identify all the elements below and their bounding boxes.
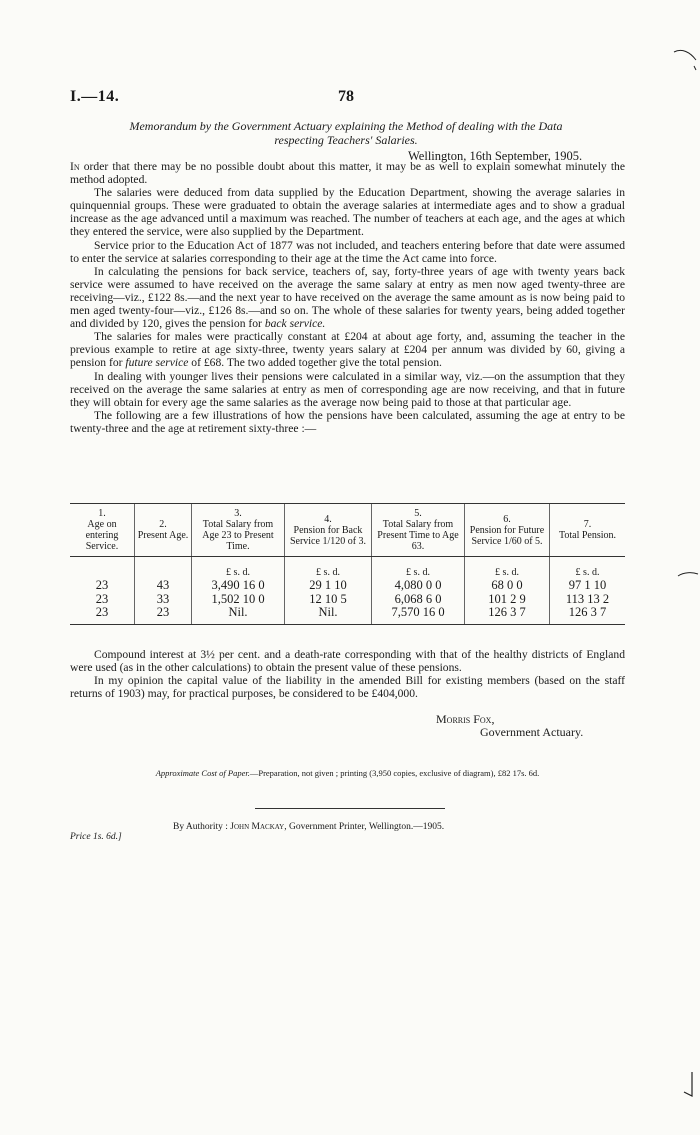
paragraph-4	[70, 265, 625, 330]
column-header: 5. Total Salary from Present Time to Age 63.	[372, 504, 465, 557]
paragraph-text: The salaries for males were practically constant at £204 at about age forty, and, assuming the teacher in the previous example to retire at age sixty-three, twenty years salary at £204 per annum was divided by 60, giving a pension for	[70, 330, 625, 370]
cost-label: Approximate Cost of Paper.	[155, 768, 250, 778]
binding-mark-icon	[672, 40, 698, 80]
dateline: Wellington, 16th September, 1905.	[408, 149, 583, 163]
binding-mark-icon	[678, 1070, 698, 1100]
column-header: 3. Total Salary from Age 23 to Present Time.	[192, 504, 285, 557]
pension-table	[70, 503, 625, 625]
column-header: 7. Total Pension.	[550, 504, 626, 557]
signature-title: Government Actuary.	[480, 725, 584, 739]
paragraph-1	[70, 160, 625, 186]
price-note: Price 1s. 6d.]	[70, 832, 122, 842]
memo-conclusion	[70, 648, 625, 700]
title-line-1: Memorandum by the Government Actuary explaining the Method of dealing with the Data	[129, 119, 563, 133]
paragraph-text: of £68. The two added together give the total pension.	[188, 356, 442, 370]
paragraph-3: Service prior to the Education Act of 1877 was not included, and teachers entering before that date were assumed to enter the service at salaries corresponding to their age at the time the Act came into force.	[70, 238, 625, 265]
paragraph-9: In my opinion the capital value of the liability in the amended Bill for existing members (based on the staff returns of 1903) may, for practical purposes, be considered to be £404,000.	[70, 674, 625, 701]
series-number: I.—14.	[70, 88, 120, 105]
table-unit-row: £ s. d. £ s. d. £ s. d. £ s. d. £ s. d.	[70, 557, 625, 580]
paragraph-lead: In	[70, 160, 80, 173]
table-row: 23 33 1,502 10 0 12 10 5 6,068 6 0 101 2 9 113 13 2	[70, 593, 625, 607]
imprint-rest: , Government Printer, Wellington.—1905.	[284, 822, 445, 832]
paragraph-8: Compound interest at 3½ per cent. and a death-rate corresponding with that of the healthy districts of England were used (as in the other calculations) to obtain the present value of these pensions.	[70, 648, 625, 675]
column-header: 2. Present Age.	[135, 504, 192, 557]
divider-rule	[255, 808, 445, 809]
imprint-lead: By Authority :	[173, 822, 231, 832]
signature-name: Morris Fox,	[436, 712, 495, 726]
column-header: 1. Age on entering Service.	[70, 504, 135, 557]
table-row: 23 43 3,490 16 0 29 1 10 4,080 0 0 68 0 0 97 1 10	[70, 579, 625, 593]
title-line-2: respecting Teachers' Salaries.	[274, 133, 418, 147]
memorandum-title	[70, 119, 622, 147]
cost-text: —Preparation, not given ; printing (3,950 copies, exclusive of diagram), £82 17s. 6d.	[249, 768, 540, 778]
paragraph-text: In calculating the pensions for back service, teachers of, say, forty-three years of age with twenty years back service were assumed to have received on the average the same salary at entry as men now aged twenty-three are receiving—viz., £122 8s.—and the next year to have received on the average the same amount as is now being paid to men aged twenty-four—viz., £126 8s.—and so on. The whole of these salaries for twenty years, being added together and divided by 120, gives the pension for	[70, 264, 625, 331]
table-header-row	[70, 504, 625, 557]
emphasis-future-service: future service	[125, 356, 189, 370]
paragraph-6: In dealing with younger lives their pensions were calculated in a similar way, viz.—on the assumption that they received on the average the same salaries at entry as men of corresponding age are now receiving, and that in future they will obtain for every age the same salaries as the average now being paid to those at that particular age.	[70, 369, 625, 409]
emphasis-back-service: back service.	[264, 317, 326, 331]
memo-body	[70, 160, 625, 435]
table-row: 23 23 Nil. Nil. 7,570 16 0 126 3 7 126 3 7	[70, 606, 625, 624]
paragraph-7: The following are a few illustrations of how the pensions have been calculated, assuming the age at entry to be twenty-three and the age at retirement sixty-three :—	[70, 408, 625, 435]
column-header: 6. Pension for Future Service 1/60 of 5.	[465, 504, 550, 557]
binding-mark-icon	[676, 568, 700, 580]
page-number: 78	[338, 88, 354, 105]
paragraph-2: The salaries were deduced from data supplied by the Education Department, showing the average salaries in quinquennial groups. These were graduated to obtain the average salaries at intermediate ages and to show a gradual increase as the age advanced until a maximum was reached. The number of teachers at each age, and the ages at which they entered the service, were also supplied by the Department.	[70, 186, 625, 239]
cost-note	[70, 768, 625, 778]
printer-imprint	[173, 822, 444, 832]
column-header: 4. Pension for Back Service 1/120 of 3.	[285, 504, 372, 557]
paragraph-text: order that there may be no possible doubt about this matter, it may be as well to explain somewhat minutely the method adopted.	[70, 160, 625, 187]
paragraph-5	[70, 330, 625, 369]
printer-name: John Mackay	[230, 822, 285, 832]
